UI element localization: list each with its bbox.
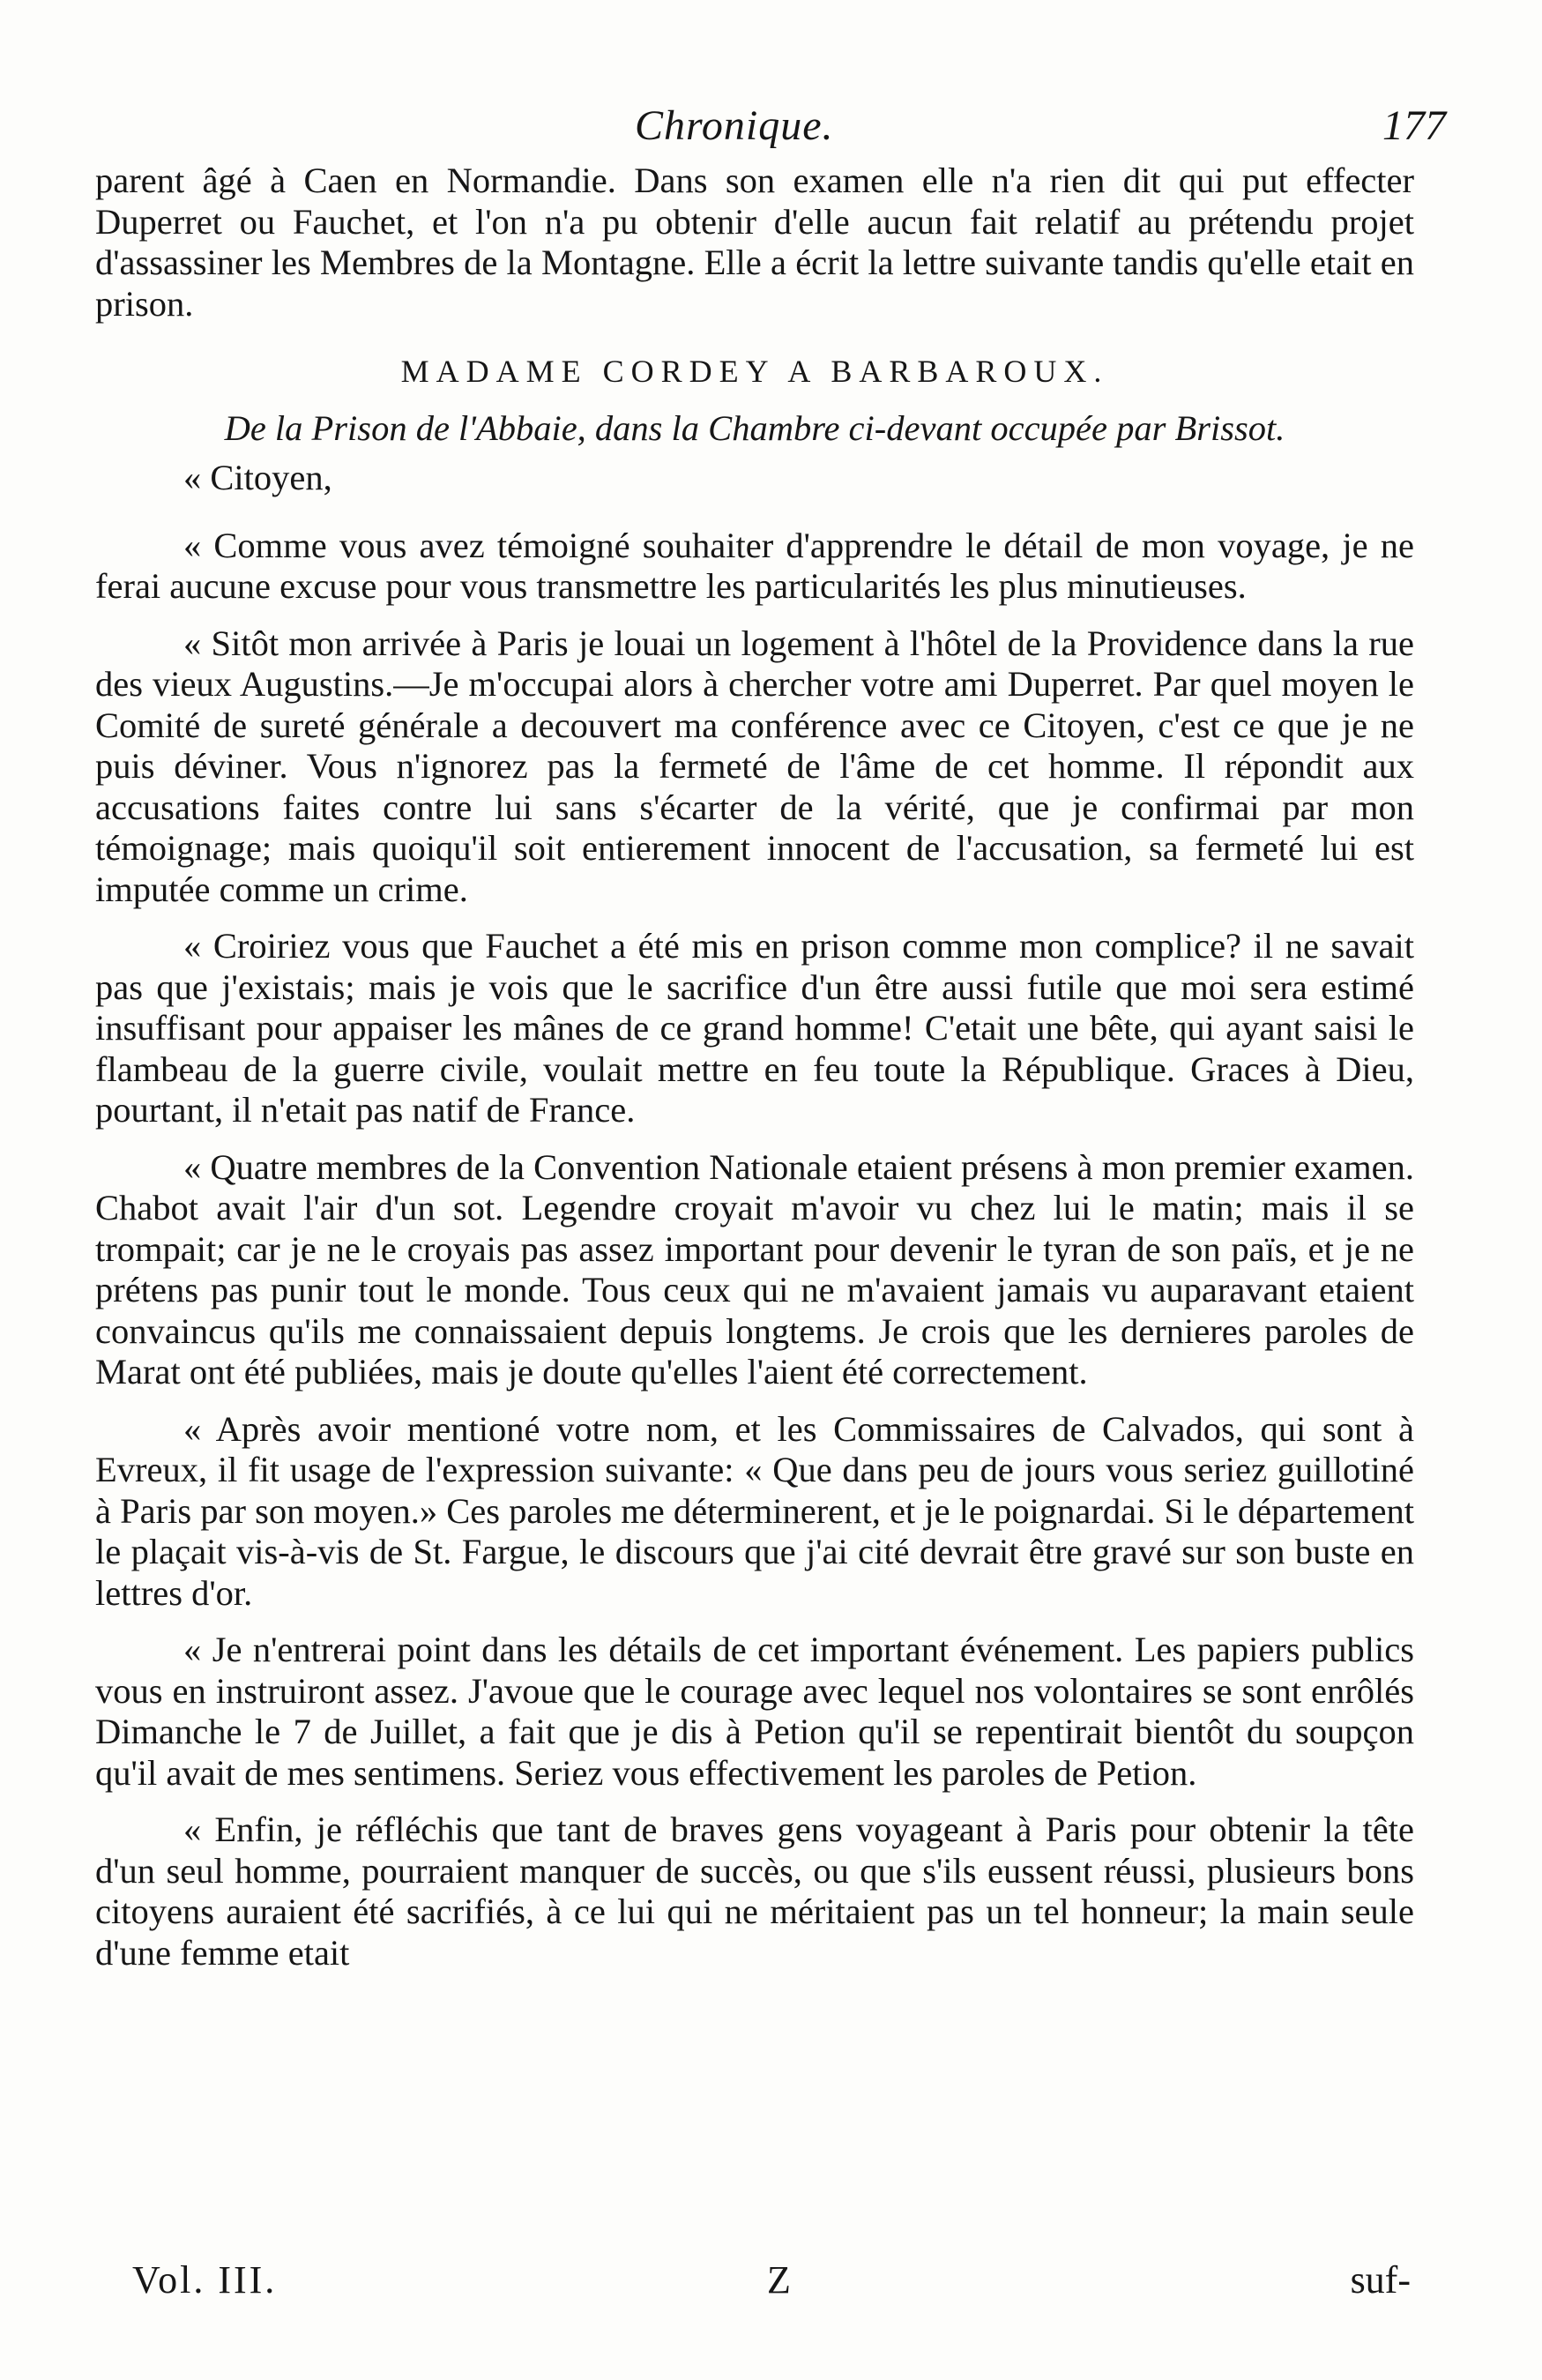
page-header	[88, 101, 1446, 163]
letter-title: MADAME CORDEY A BARBAROUX.	[400, 354, 1109, 389]
intro-paragraph: parent âgé à Caen en Normandie. Dans son examen elle n'a rien dit qui put effecter Duperret ou Fauchet, et l'on n'a pu obtenir d'elle aucun fait relatif au prétendu projet d'assassiner les Membres de la Montagne. Elle a écrit la lettre suivante tandis qu'elle etait en prison.	[95, 160, 1414, 324]
body-text	[95, 160, 1414, 1989]
letter-paragraph: « Je n'entrerai point dans les détails de cet important événement. Les papiers publics vous en instruiront assez. J'avoue que le courage avec lequel nos volontaires se sont enrôlés Dimanche le 7 de Juillet, a fait que je dis à Petion qu'il se repentirait bientôt du soupçon qu'il avait de mes sentimens. Seriez vous effectivement les paroles de Petion.	[95, 1630, 1414, 1793]
page-footer	[132, 2257, 1411, 2310]
signature-mark: Z	[767, 2258, 791, 2302]
letter-salutation: « Citoyen,	[183, 458, 332, 497]
letter-paragraph: « Sitôt mon arrivée à Paris je louai un logement à l'hôtel de la Providence dans la rue des vieux Augustins.—Je m'occupai alors à chercher votre ami Duperret. Par quel moyen le Comité de sureté générale a decouvert ma conférence avec ce Citoyen, c'est ce que je ne puis déviner. Vous n'ignorez pas la fermeté de l'âme de cet homme. Il répondit aux accusations faites contre lui sans s'écarter de la vérité, que je confirmai par mon témoignage; mais quoiqu'il soit entierement innocent de l'accusation, sa fermeté lui est imputée comme un crime.	[95, 623, 1414, 909]
page-number: 177	[1382, 102, 1446, 149]
letter-paragraph: « Croiriez vous que Fauchet a été mis en prison comme mon complice? il ne savait pas que j'existais; mais je vois que le sacrifice d'un être aussi futile que moi sera estimé insuffisant pour appaiser les mânes de ce grand homme! C'etait une bête, qui ayant saisi le flambeau de la guerre civile, voulait mettre en feu toute la République. Graces à Dieu, pourtant, il n'etait pas natif de France.	[95, 926, 1414, 1130]
volume-label: Vol. III.	[132, 2258, 278, 2302]
letter-paragraph: « Comme vous avez témoigné souhaiter d'apprendre le détail de mon voyage, je ne ferai aucune excuse pour vous transmettre les particularités les plus minutieuses.	[95, 525, 1414, 606]
letter-dateline: De la Prison de l'Abbaie, dans la Chambre ci-devant occupée par Brissot.	[224, 407, 1285, 448]
letter-paragraph: « Quatre membres de la Convention Nationale etaient présens à mon premier examen. Chabot avait l'air d'un sot. Legendre croyait m'avoir vu chez lui le matin; mais il se trompait; car je ne le croyais pas assez important pour devenir le tyran de son païs, et je ne prétens pas punir tout le monde. Tous ceux qui ne m'avaient jamais vu auparavant etaient convaincus qu'ils me connaissaient depuis longtems. Je crois que les dernieres paroles de Marat ont été publiées, mais je doute qu'elles l'aient été correctement.	[95, 1146, 1414, 1391]
catchword: suf-	[1350, 2258, 1411, 2302]
letter-paragraph: « Enfin, je réfléchis que tant de braves gens voyageant à Paris pour obtenir la tête d'un seul homme, pourraient manquer de succès, ou que s'ils eussent réussi, plusieurs bons citoyens auraient été sacrifiés, à ce lui qui ne méritaient pas un tel honneur; la main seule d'une femme etait	[95, 1809, 1414, 1973]
letter-paragraph: « Après avoir mentioné votre nom, et les Commissaires de Calvados, qui sont à Evreux, il fit usage de l'expression suivante: « Que dans peu de jours vous seriez guillotiné à Paris par son moyen.» Ces paroles me déterminerent, et je le poignardai. Si le département le plaçait vis-à-vis de St. Fargue, le discours que j'ai cité devrait être gravé sur son buste en lettres d'or.	[95, 1408, 1414, 1613]
running-title: Chronique.	[635, 102, 834, 149]
